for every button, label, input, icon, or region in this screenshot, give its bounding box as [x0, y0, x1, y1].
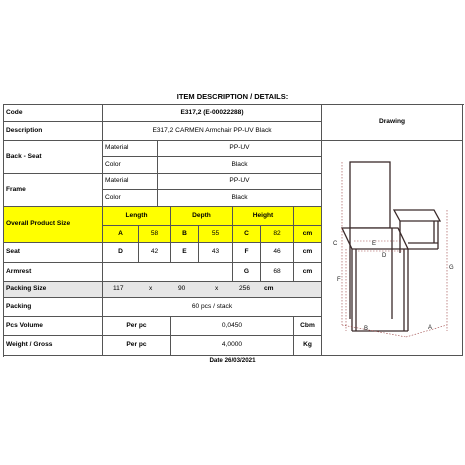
dim-c-key: C: [233, 226, 261, 243]
packing-size-row: [103, 282, 322, 298]
packing-size-height: 256: [239, 285, 251, 293]
packing-label: Packing: [4, 298, 103, 317]
pcs-volume-value: 0,0450: [171, 317, 294, 336]
dim-g-key: G: [233, 263, 261, 282]
chair-armrest: [394, 210, 440, 221]
document-date: Date 26/03/2021: [209, 357, 256, 364]
packing-size-length: 117: [113, 285, 124, 293]
length-header: Length: [103, 207, 171, 226]
back-seat-label: Back - Seat: [4, 141, 103, 174]
seat-unit: cm: [294, 243, 322, 263]
dim-f-key: F: [233, 243, 261, 263]
weight-unit: Kg: [294, 336, 322, 356]
description-value: E317,2 CARMEN Armchair PP-UV Black: [103, 122, 322, 141]
frame-material-label: Material: [103, 174, 158, 190]
dim-a-key: A: [103, 226, 139, 243]
dim-d-value: 42: [139, 243, 171, 263]
pcs-volume-unit: Cbm: [294, 317, 322, 336]
chair-backrest: [350, 162, 390, 228]
dim-letter-a: A: [428, 325, 433, 331]
description-label: Description: [4, 122, 103, 141]
overall-header-unit-blank: [294, 207, 322, 226]
dim-letter-b: B: [364, 326, 369, 332]
back-seat-color-label: Color: [103, 157, 158, 174]
dim-letter-c: C: [333, 241, 338, 247]
dim-g-value: 68: [261, 263, 294, 282]
height-header: Height: [233, 207, 294, 226]
armrest-label: Armrest: [4, 263, 103, 282]
weight-label: Weight / Gross: [4, 336, 103, 356]
packing-size-unit: cm: [264, 285, 274, 293]
overall-size-label: Overall Product Size: [4, 207, 103, 243]
dim-f-value: 46: [261, 243, 294, 263]
weight-value: 4,0000: [171, 336, 294, 356]
dim-d-key: D: [103, 243, 139, 263]
packing-value: 60 pcs / stack: [103, 298, 322, 317]
dim-letter-d: D: [382, 253, 387, 259]
packing-size-width: 90: [178, 285, 186, 293]
dim-letter-f: F: [337, 277, 341, 283]
packing-size-x2: x: [215, 285, 219, 293]
depth-header: Depth: [171, 207, 233, 226]
seat-label: Seat: [4, 243, 103, 263]
overall-unit: cm: [294, 226, 322, 243]
dim-b-key: B: [171, 226, 199, 243]
armrest-blank: [103, 263, 233, 282]
code-label: Code: [4, 105, 103, 122]
pcs-volume-per: Per pc: [103, 317, 171, 336]
weight-per: Per pc: [103, 336, 171, 356]
back-seat-material-label: Material: [103, 141, 158, 157]
pcs-volume-label: Pcs Volume: [4, 317, 103, 336]
page-title: ITEM DESCRIPTION / DETAILS:: [176, 92, 289, 101]
dim-e-value: 43: [199, 243, 233, 263]
frame-label: Frame: [4, 174, 103, 207]
dim-a-value: 58: [139, 226, 171, 243]
back-seat-color: Black: [158, 157, 322, 174]
chair-drawing: [320, 121, 460, 353]
drawing-label: Drawing: [322, 105, 463, 141]
frame-color-label: Color: [103, 190, 158, 207]
dim-letter-g: G: [449, 265, 454, 271]
packing-size-x1: x: [149, 285, 153, 293]
packing-size-label: Packing Size: [4, 282, 103, 298]
armrest-unit: cm: [294, 263, 322, 282]
dim-e-key: E: [171, 243, 199, 263]
dim-b-value: 55: [199, 226, 233, 243]
dim-line-a: [406, 325, 447, 337]
frame-color: Black: [158, 190, 322, 207]
dim-letter-e: E: [372, 241, 377, 247]
code-value: E317,2 (E-00022288): [103, 105, 322, 122]
frame-material: PP-UV: [158, 174, 322, 190]
back-seat-material: PP-UV: [158, 141, 322, 157]
dim-c-value: 82: [261, 226, 294, 243]
